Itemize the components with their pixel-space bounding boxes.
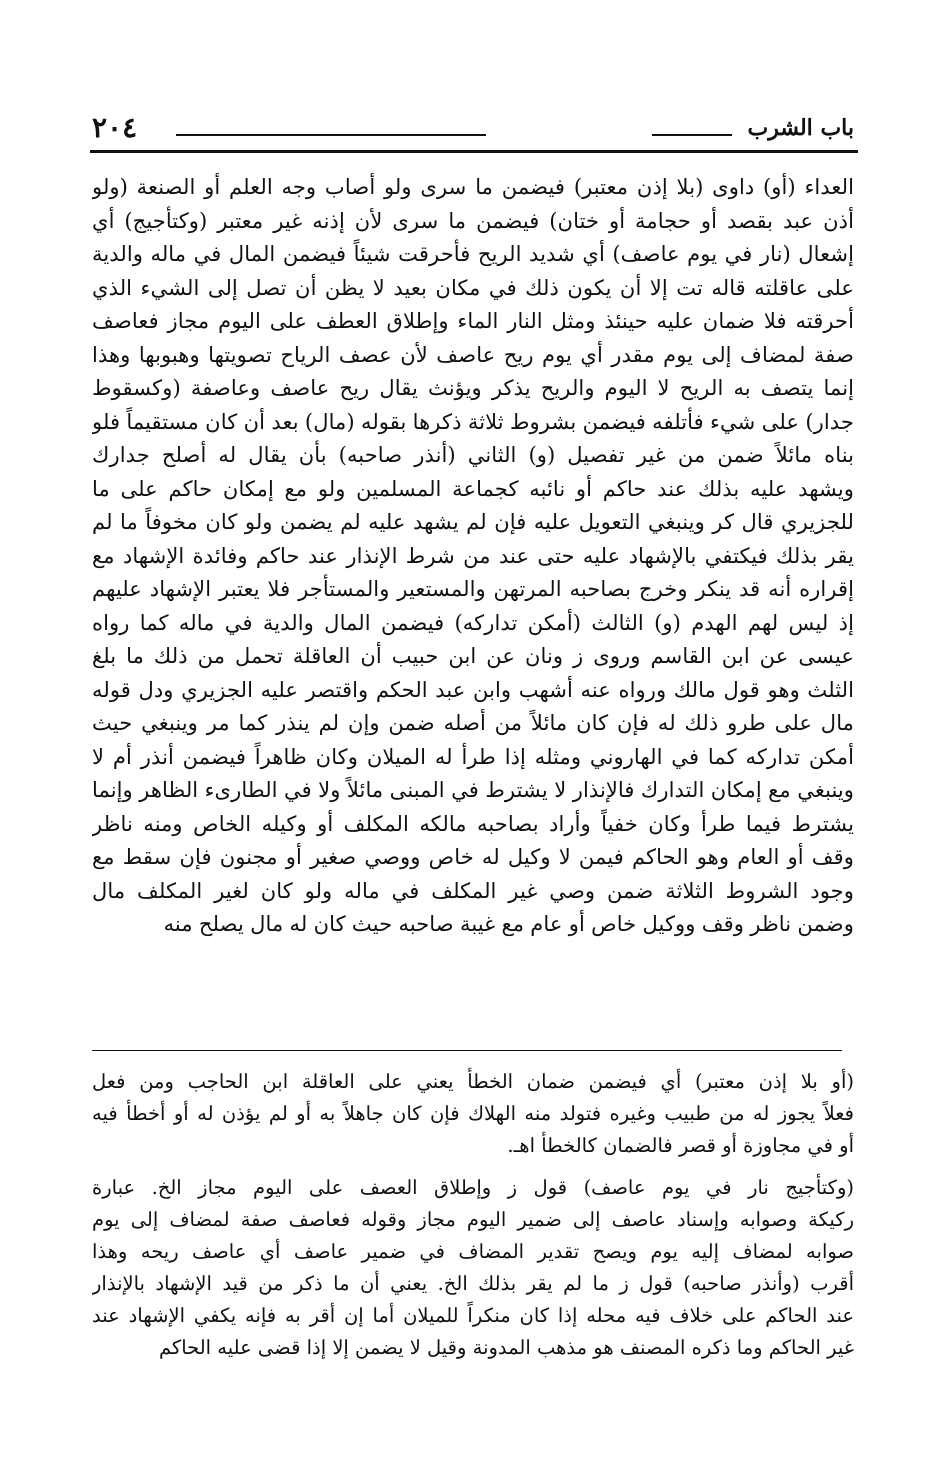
text-line: إنما يتصف به الريح لا اليوم والريح يذكر ويؤنث يقال ريح عاصف وعاصفة (وكسقوط [92, 375, 854, 400]
text-line: إشعال (نار في يوم عاصف) أي شديد الريح فأحرقت شيئاً فيضمن المال في ماله والدية [92, 241, 854, 266]
text-line: وقف أو العام وهو الحاكم فيمن لا وكيل له خاص ووصي صغير أو مجنون فإن سقط مع [92, 844, 854, 869]
text-line: أذن عبد بقصد أو حجامة أو ختان) فيضمن ما سرى لأن إذنه غير معتبر (وكتأجيج) أي [92, 207, 854, 233]
footnote-gap [92, 1162, 854, 1172]
text-line: وينبغي مع إمكان التدارك فالإنذار لا يشترط في المبنى مائلاً ولا في الطارىء الظاهر وإنما [92, 777, 854, 802]
footnote-line: (أو بلا إذن معتبر) أي فيضمن ضمان الخطأ يعني على العاقلة ابن الحاجب ومن فعل [92, 1070, 854, 1093]
main-text [92, 170, 854, 941]
text-line: مال على طرو ذلك له فإن كان مائلاً من أصله ضمن وإن لم ينذر كما مر وينبغي حيث [92, 710, 854, 735]
text-line: بناه مائلاً ضمن من غير تفصيل (و) الثاني (أنذر صاحبه) بأن يقال له أصلح جدارك [92, 442, 854, 467]
footnote-line: ركيكة وصوابه وإسناد عاصف إلى ضمير اليوم مجاز وقوله فعاصف صفة لمضاف إلى يوم [92, 1208, 854, 1231]
text-line: عيسى عن ابن القاسم وروى ز ونان عن ابن حبيب أن العاقلة تحمل من ذلك ما بلغ [92, 643, 854, 668]
text-line: العداء (أو) داوى (بلا إذن معتبر) فيضمن ما سرى ولو أصاب وجه العلم أو الصنعة (ولو [92, 174, 854, 199]
header-rule-right [652, 134, 732, 136]
footnote-line: فعلاً يجوز له من طبيب وغيره فتولد منه الهلاك فإن كان جاهلاً به أو لم يؤذن له أو أخطأ فيه [92, 1102, 854, 1125]
footnote-divider [92, 1050, 842, 1051]
footnotes [92, 1066, 854, 1364]
text-line: الثلث وهو قول مالك ورواه عنه أشهب وابن عبد الحكم واقتصر عليه الجزيري ودل قوله [92, 676, 854, 702]
footnote-line: غير الحاكم وما ذكره المصنف هو مذهب المدونة وقيل لا يضمن إلا إذا قضى عليه الحاكم [158, 1336, 854, 1359]
text-line: يقر بذلك فيكتفي بالإشهاد عليه حتى عند من شرط الإنذار عند حاكم وفائدة الإشهاد مع [92, 542, 854, 568]
text-line: إذ ليس لهم الهدم (و) الثالث (أمكن تداركه) فيضمن المال والدية في ماله كما رواه [92, 609, 854, 635]
footnote-line: أو في مجاوزة أو قصر فالضمان كالخطأ اهـ. [507, 1134, 854, 1157]
header-divider [90, 150, 858, 153]
text-line: على عاقلته قاله تت إلا أن يكون ذلك في مكان بعيد لا يظن أن تصل إلى الشيء الذي [92, 274, 854, 300]
running-title: باب الشرب [747, 115, 854, 141]
text-line: يشترط فيما طرأ وكان خفياً وأراد بصاحبه مالكه المكلف أو وكيله الخاص ومنه ناظر [92, 810, 854, 836]
footnote-line: صوابه لمضاف إليه يوم ويصح تقدير المضاف في ضمير عاصف أي عاصف ريحه وهذا [92, 1240, 854, 1263]
text-line: للجزيري قال كر وينبغي التعويل عليه فإن لم يشهد عليه لم يضمن ولو كان مخوفاً ما لم [92, 509, 854, 534]
header-rule-left [176, 134, 486, 136]
footnote-line: عند الحاكم على خلاف فيه محله إذا كان منكراً للميلان أما إن أقر به فإنه يكفي الإشهاد عند [92, 1304, 854, 1327]
text-line: جدار) على شيء فأتلفه فيضمن بشروط ثلاثة ذكرها بقوله (مال) بعد أن كان مستقيماً فلو [92, 408, 854, 434]
page-header [92, 108, 854, 148]
text-line: وجود الشروط الثلاثة ضمن وصي غير المكلف في ماله ولو كان لغير المكلف مال [92, 877, 854, 903]
text-line: ويشهد عليه بذلك عند حاكم أو نائبه كجماعة المسلمين ولو مع إمكان حاكم على ما [92, 475, 854, 501]
footnote-line: أقرب (وأنذر صاحبه) قول ز ما لم يقر بذلك الخ. يعني أن ما ذكر من قيد الإشهاد بالإنذار [92, 1272, 854, 1295]
text-line: أمكن تداركه كما في الهاروني ومثله إذا طرأ له الميلان وكان ظاهراً فيضمن أنذر أم لا [92, 743, 854, 769]
text-line: أحرقته فلا ضمان عليه حينئذ ومثل النار الماء وإطلاق العطف على اليوم مجاز فعاصف [92, 308, 854, 333]
text-line: إقراره أنه قد ينكر وخرج بصاحبه المرتهن والمستعير والمستأجر فلا يعتبر الإشهاد عليهم [92, 576, 854, 601]
footnote-line: (وكتأجيج نار في يوم عاصف) قول ز وإطلاق العصف على اليوم مجاز الخ. عبارة [92, 1176, 854, 1199]
text-line: وضمن ناظر وقف ووكيل خاص أو عام مع غيبة صاحبه حيث كان له مال يصلح منه [163, 911, 854, 936]
text-line: صفة لمضاف إلى يوم مقدر أي يوم ريح عاصف لأن عصف الرياح تصويتها وهبوبها وهذا [92, 341, 854, 367]
page-number: ٢٠٤ [92, 111, 138, 144]
